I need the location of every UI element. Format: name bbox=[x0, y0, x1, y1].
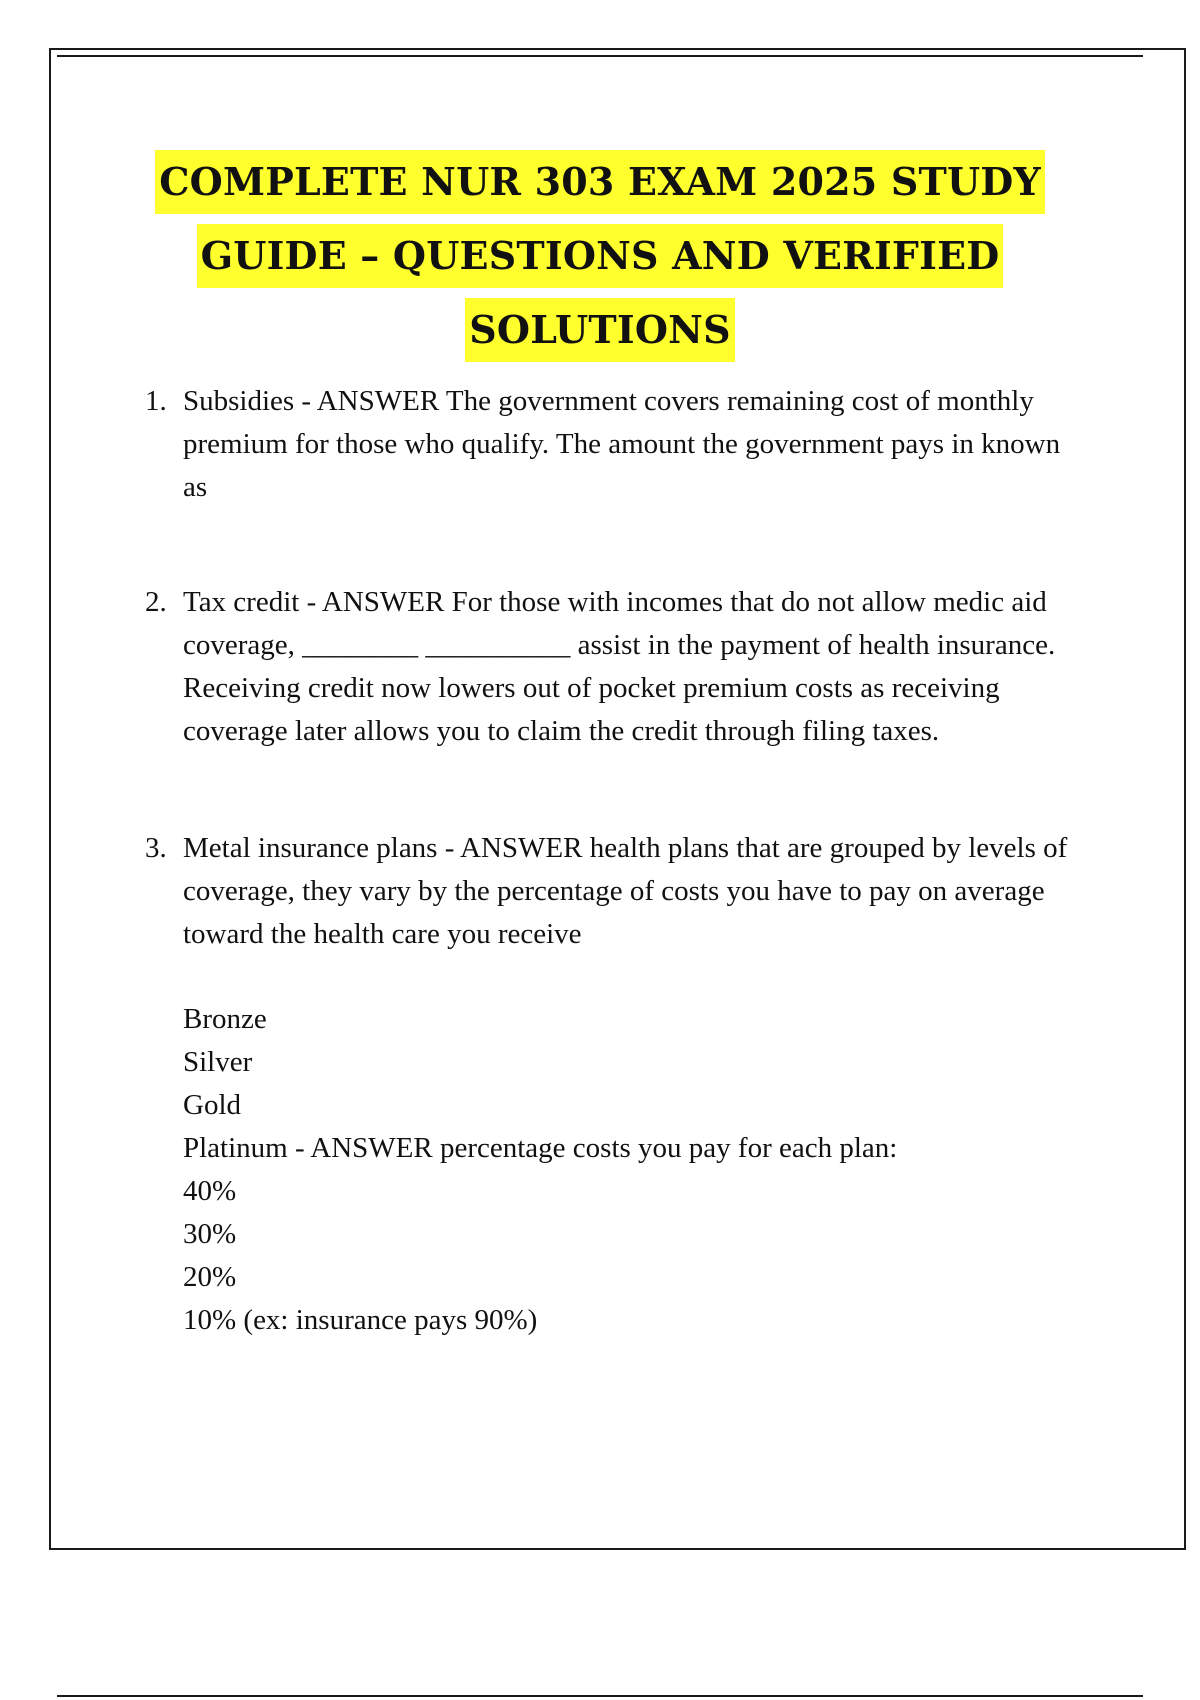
title-line-1: COMPLETE NUR 303 EXAM 2025 STUDY bbox=[155, 150, 1045, 214]
spacer bbox=[145, 509, 1090, 581]
qa-text: Subsidies - ANSWER The government covers remaining cost of monthly premium for those who qualify. The amount the government pays in known as bbox=[183, 385, 1061, 503]
qa-number: 2. bbox=[145, 586, 167, 618]
qa-item-3 bbox=[145, 827, 1090, 1342]
qa-number: 1. bbox=[145, 385, 167, 417]
title-line-2: GUIDE – QUESTIONS AND VERIFIED bbox=[197, 224, 1004, 288]
qa-list bbox=[145, 380, 1090, 1342]
plan-line: 20% bbox=[183, 1261, 237, 1293]
qa-item-1 bbox=[145, 380, 1090, 509]
plan-line: Gold bbox=[183, 1089, 241, 1121]
document-title bbox=[100, 150, 1100, 372]
plan-line: Silver bbox=[183, 1046, 253, 1078]
top-rule bbox=[57, 55, 1143, 57]
spacer bbox=[145, 753, 1090, 827]
qa-number: 3. bbox=[145, 832, 167, 864]
title-line-3: SOLUTIONS bbox=[465, 298, 734, 362]
bottom-rule bbox=[57, 1695, 1143, 1697]
plan-list bbox=[183, 998, 1090, 1342]
plan-line: 10% (ex: insurance pays 90%) bbox=[183, 1304, 538, 1336]
plan-line: Bronze bbox=[183, 1003, 267, 1035]
qa-text: Metal insurance plans - ANSWER health plans that are grouped by levels of coverage, they vary by the percentage of costs you have to pay on average toward the health care you receive bbox=[183, 832, 1068, 950]
qa-text: Tax credit - ANSWER For those with incomes that do not allow medic aid coverage, ________ __________ assist in the payment of health insurance. Receiving credit now lowers out of pocket premium costs as receiving coverage later allows you to claim the credit through filing taxes. bbox=[183, 586, 1056, 747]
qa-item-2 bbox=[145, 581, 1090, 753]
plan-line: Platinum - ANSWER percentage costs you pay for each plan: bbox=[183, 1132, 898, 1164]
plan-line: 40% bbox=[183, 1175, 237, 1207]
plan-line: 30% bbox=[183, 1218, 237, 1250]
